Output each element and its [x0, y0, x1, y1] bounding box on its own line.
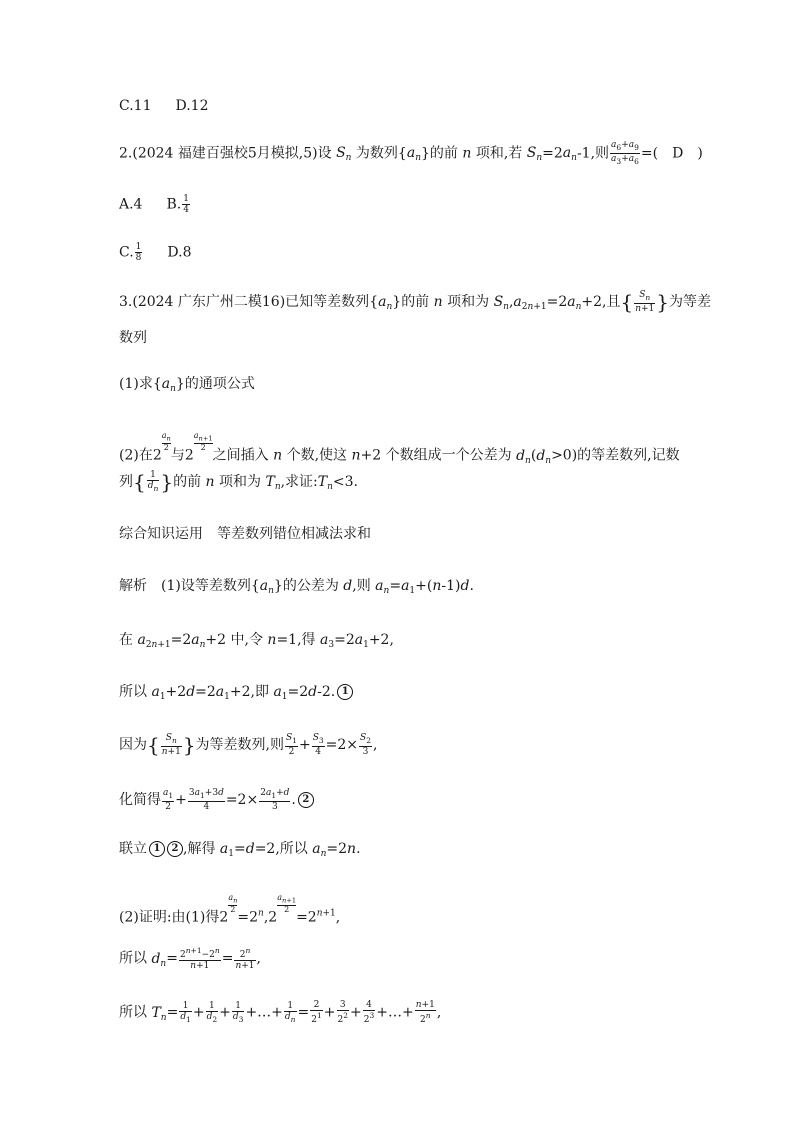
- q2-stem: 2.(2024 福建百强校5月模拟,5)设 $S_n$ 为数列$\{a_n\}$的前 n 项和,若 $S_n=2a_n-1$,则 $\frac{a_6+a_9}{a_3+a_6}$ =( D ): [119, 140, 703, 166]
- solution-line5: 化简得 $\frac{a_1}{2}$ + $\frac{3a_1+3d}{4}$ =2× $\frac{2a_1+d}{3}$ . 2: [119, 788, 314, 812]
- circled-one-marker: 1: [337, 684, 353, 700]
- q1-option-c: C.11: [119, 98, 152, 114]
- solution-line2: 在 $a_{2n+1}=2a_n+2$ 中,令 n=1,得 $a_3=2a_1+2$,: [119, 632, 394, 650]
- q3-stem-line2: 数列: [119, 330, 147, 346]
- q2-option-b: B.: [166, 196, 182, 213]
- q3-part1: (1)求$\{a_n\}$的通项公式: [119, 376, 255, 394]
- solution-line9: 所以 $T_n=$ $\frac{1}{d_1}$ + $\frac{1}{d_2}$ + $\frac{1}{d_3}$ +…+ $\frac{1}{d_n}$ = $\frac{2}{2^1}$ + $\frac{3}{2^2}$ + $\frac{4}{2^3}$ +…+ $\frac{n+1}{2^n}$ ,: [119, 1000, 442, 1025]
- q1-option-d: D.12: [175, 98, 209, 114]
- solution-line8: 所以 $d_n=$ $\frac{2^{n+1}-2^n}{n+1}$ = $\frac{2^n}{n+1}$ ,: [119, 946, 261, 971]
- q2-option-c: C.: [119, 244, 134, 261]
- circled-two-marker: 2: [298, 792, 314, 808]
- solution-line6: 联立 1 2 ,解得 $a_1=d=2$,所以 $a_n=2n$.: [119, 841, 361, 859]
- solution-line3: 所以 $a_1+2d=2a_1+2$,即 $a_1=2d-2$. 1: [119, 682, 353, 707]
- q2-options-cd: C. $\frac{1}{8}$ D.8: [119, 242, 192, 263]
- topic-tags: [119, 524, 371, 544]
- solution-line1: 解析 (1)设等差数列$\{a_n\}$的公差为 d,则 $a_n=a_1+(n-1)d$.: [119, 578, 474, 596]
- solution-heading: 解析: [119, 578, 147, 594]
- q3-stem-line1: 3.(2024 广东广州二模16)已知等差数列$\{a_n\}$的前 n 项和为 $S_n,a_{2n+1}=2a_n+2$,且{ $\frac{S_n}{n+1}$ }为等差: [119, 289, 712, 314]
- q2-option-d: D.8: [167, 244, 192, 261]
- q2-options-ab: A.4 B. $\frac{1}{4}$: [119, 194, 189, 215]
- q1-options: [119, 96, 208, 116]
- solution-line4: 因为{ $\frac{S_n}{n+1}$ }为等差数列,则 $\frac{S_1}{2}$ + $\frac{S_3}{4}$ =2× $\frac{S_2}{3}$ ,: [119, 732, 378, 757]
- q3-part2-line1: (2)在2 $\frac{a_n}{2}$ 与2 $\frac{a_{n+1}}{2}$ 之间插入 n 个数,使这 n+2 个数组成一个公差为 $d_n(d_n>0)$的等差数列,记数: [119, 431, 680, 466]
- q2-fraction: $\frac{a_6+a_9}{a_3+a_6}$: [611, 140, 639, 166]
- topic-label-2: 等差数列错位相减法求和: [217, 526, 371, 542]
- q3-part2-line2: 列{ $\frac{1}{d_n}$ }的前 n 项和为 $T_n$,求证$:T_n<3$.: [119, 469, 359, 494]
- q2-option-a: A.4: [119, 196, 143, 213]
- topic-label-1: 综合知识运用: [119, 526, 203, 542]
- solution-line7: (2)证明:由(1)得2 $\frac{a_n}{2}$ $=2^n,2$ $\frac{a_{n+1}}{2}$ $=2^{n+1}$,: [119, 893, 341, 926]
- q2-answer: =( D ): [640, 145, 703, 162]
